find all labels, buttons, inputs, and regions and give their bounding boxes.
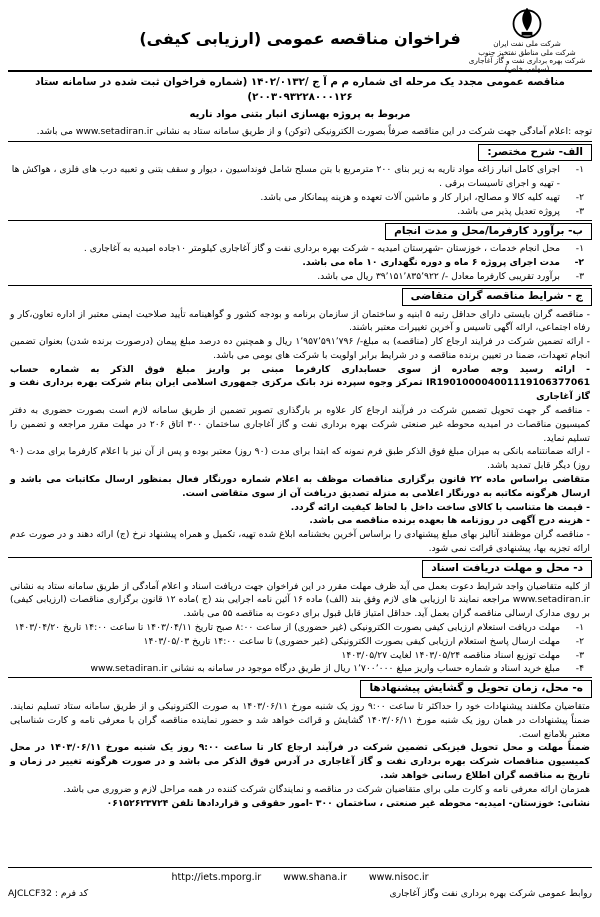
list-item [8, 205, 592, 219]
item-number: ۱- [575, 243, 584, 255]
item-number: ۳- [575, 649, 584, 661]
section-heading: الف- شرح مختصر: [478, 144, 592, 162]
submission-paragraph: متقاضیان مکلفند پیشنهادات خود را حداکثر تا ساعت ۹:۰۰ روز یک شنبه مورخ ۱۴۰۳/۰۶/۱۱ به صورت الکترونیکی و از طریق سامانه ستاد تسلیم نمایند. ضمناً پیشنهادات در همان روز یک شنبه مورخ ۱۴۰۳/۰۶/۱۱ گشایش و قرائت خواهد شد و حضور نماینده مناقصه گران با معرفی نامه و کارت شناسایی معتبر بلامانع است. [10, 700, 590, 740]
org-line: شرکت ملی مناطق نفتخیز جنوب [478, 47, 576, 57]
list-item [8, 242, 592, 256]
item-number: ۲- [574, 257, 584, 269]
org-line: شرکت ملی نفت ایران [493, 39, 561, 49]
org-line: شرکت بهره برداری نفت و گاز آغاجاری (سهامی خاص) [468, 56, 586, 74]
form-code [8, 887, 88, 901]
condition-paragraph: - ارائه ضمانتنامه بانکی به میزان مبلغ فوق الذکر طبق فرم نمونه که ابتدا برای مدت (۹۰ روز) معتبر بوده و پس از آن نیز با اعلام کارفرما برای مدت (۹۰ روز) دیگر قابل تمدید باشد. [10, 446, 590, 472]
condition-paragraph: - مناقصه گران بایستی دارای حداقل رتبه ۵ ابنیه و ساختمان از سازمان برنامه و بودجه کشور و گواهینامه تأیید صلاحیت ایمنی معتبر از اداره تعاون،کار و رفاه اجتماعی، ارائه آگهی تاسیس و آخرین تغییرات معتبر باشند. [10, 308, 590, 334]
condition-paragraph: متقاضی براساس ماده ۲۲ قانون برگزاری مناقصات موظف به اعلام شماره دورنگار فعال بمنظور ارسال مکاتبات می باشد و ارسال هرگونه مکاتبه به دورنگار اعلامی به منزله تصدیق دریافت آن از سوی متقاضی است. [10, 474, 590, 499]
item-text: مهلت ارسال پاسخ استعلام ارزیابی کیفی بصورت الکترونیکی (غیر حضوری) تا ساعت ۱۴:۰۰ تاریخ ۱۴۰۳/۰۵/۰۳ [143, 635, 560, 647]
footer-links [8, 871, 592, 885]
item-text: پروژه تعدیل پذیر می باشد. [457, 205, 560, 217]
section-alef [8, 141, 592, 219]
list-item [8, 635, 592, 649]
footer [8, 867, 592, 901]
submission-paragraph: ضمناً مهلت و محل تحویل فیزیکی تضمین شرکت در فرآیند ارجاع کار تا ساعت ۹:۰۰ روز یک شنبه مورخ ۱۴۰۳/۰۶/۱۱ در محل کمیسیون مناقصات شرکت بهره برداری نفت و گاز آغاجاری در آدرس فوق الذکر می باشد و در صورت هرگونه تغییر در زمان و تاریخ به مناقصه گران اطلاع رسانی خواهد شد. [10, 742, 590, 781]
item-number: ۳- [575, 270, 584, 282]
condition-paragraph: - هزینه درج آگهی در روزنامه ها بعهده برنده مناقصه می باشد. [309, 515, 590, 527]
list-item [8, 662, 592, 676]
condition-paragraph: - ارائه رسید وجه صادره از سوی حسابداری کارفرما مبنی بر واریز مبلغ فوق الذکر به شماره حساب IR190100004001119106377061 تمرکز وجوه سپرده نزد بانک مرکزی جمهوری اسلامی ایران بنام شرکت بهره برداری نفت و گاز آغاجاری [10, 363, 590, 403]
item-text: مهلت توزیع اسناد مناقصه ۱۴۰۳/۰۵/۲۴ لغایت ۱۴۰۳/۰۵/۲۷ [341, 649, 560, 661]
section-he [8, 677, 592, 810]
condition-paragraph: - قیمت ها متناسب با کالای ساخت داخل با لحاظ کیفیت ارائه گردد. [290, 501, 590, 513]
item-number: ۱- [575, 621, 584, 633]
item-text: برآورد تقریبی کارفرما معادل -/ ۳۹٬۱۵۱٬۸۳۵٬۹۲۲ ریال می باشد. [317, 270, 560, 282]
condition-paragraph: - مناقصه گر جهت تحویل تضمین شرکت در فرآیند ارجاع کار علاوه بر بارگذاری تصویر تضمین از طریق سامانه لازم است بصورت حضوری به دفتر کمیسیون مناقصات در امیدیه محوطه غیر صنعتی شرکت بهره برداری نفت و گاز آغاجاری ساختمان ۳۰۰ اتاق ۲۰۶ در مهلت مقرر مراجعه و تضمین را تسلیم نماید. [10, 405, 590, 444]
section-be [8, 220, 592, 284]
item-number: ۳- [575, 205, 584, 217]
tender-notice-page [8, 8, 592, 901]
list-item [8, 621, 592, 635]
address-paragraph: نشانی: خوزستان- امیدیه- محوطه غیر صنعتی ، ساختمان ۳۰۰ -امور حقوقی و قراردادها تلفن ۰۶۱۵۲۶۲۳۷۲۴ [106, 797, 590, 809]
header [8, 8, 592, 72]
condition-paragraph: - مناقصه گران موظفند آنالیز بهای مبلغ پیشنهادی را براساس آخرین بخشنامه ابلاغ شده تهیه، تکمیل و همراه پیشنهاد نرخ (ج) ارائه دهند و در صورت عدم ارائه تجزیه بها، پیشنهادی قرائت نمی شود. [10, 529, 590, 555]
condition-paragraph: - ارائه تضمین شرکت در فرایند ارجاع کار (مناقصه) به مبلغ-/ ۱٬۹۵۷٬۵۹۱٬۷۹۶ ریال و همچنین ده درصد مبلغ پیمان (درصورت برنده شدن) بعنوان تضمین انجام تعهدات، ضمنا در تعیین برنده مناقصه و در شرایط برابر اولویت با شرکت های بومی می باشد. [10, 336, 590, 361]
footer-link[interactable]: http://iets.mporg.ir [171, 871, 262, 883]
section-jim [8, 285, 592, 556]
footer-caption: روابط عمومی شرکت بهره برداری نفت وگاز آغاجاری [389, 888, 592, 900]
tender-title: مناقصه عمومی مجدد یک مرحله ای شماره م م آ ج /۱۴۰۲/۰۱۳۲ (شماره فراخوان ثبت شده در سامانه ستاد ۲۰۰۳۰۹۳۲۲۸۰۰۰۱۲۶) [35, 76, 565, 104]
item-text: اجرای کامل انبار زاغه مواد ناریه به زیر بنای ۲۰۰ مترمربع با بتن مسلح شامل فونداسیون ، دیوار و سقف بتنی و تعبیه درب های فلزی ، هواکش ها - تهیه و اجرای تاسیسات برقی . [11, 164, 560, 190]
list-item [8, 649, 592, 663]
organization-lines [462, 40, 592, 73]
section-heading: ه- محل، زمان تحویل و گشایش پیشنهادها [360, 680, 592, 698]
list-item [8, 191, 592, 205]
list-item [8, 256, 592, 270]
item-number: ۱- [575, 164, 584, 176]
footer-link[interactable]: www.nisoc.ir [368, 871, 429, 883]
item-text: مبلغ خرید اسناد و شماره حساب واریز مبلغ ۱٬۷۰۰٬۰۰۰ ریال از طریق درگاه موجود در سامانه به نشانی www.setadiran.ir [90, 663, 560, 675]
item-number: ۲- [575, 635, 584, 647]
item-number: ۲- [575, 192, 584, 204]
organization-block [462, 8, 592, 74]
section-heading: ب- برآورد کارفرما/محل و مدت انجام [385, 223, 592, 241]
item-text: تهیه کلیه کالا و مصالح، ابزار کار و ماشین آلات تعهده و هزینه پیمانکار می باشد. [260, 192, 560, 204]
list-item [8, 163, 592, 191]
footer-row [8, 887, 592, 901]
list-item [8, 270, 592, 284]
section-dal [8, 557, 592, 676]
item-text: مهلت دریافت استعلام ارزیابی کیفی بصورت الکترونیکی (غیر حضوری) از ساعت ۸:۰۰ صبح تاریخ ۱۴۰۳/۰۴/۱۱ تا ساعت ۱۴:۰۰ تاریخ ۱۴۰۳/۰۴/۲۰ [14, 621, 560, 633]
form-code-label: کد فرم : [54, 888, 89, 900]
item-text: محل انجام خدمات ، خوزستان -شهرستان امیدیه - شرکت بهره برداری نفت و گاز آغاجاری کیلومتر ۱۰جاده امیدیه به آغاجاری . [83, 243, 560, 255]
footer-link[interactable]: www.shana.ir [283, 871, 347, 883]
section-heading: د- محل و مهلت دریافت اسناد [422, 560, 592, 578]
submission-paragraph: همزمان ارائه معرفی نامه و کارت ملی برای متقاضیان شرکت در مناقصه و نمایندگان شرکت کننده در همه مراحل لازم و ضروری می باشد. [63, 783, 590, 795]
tender-subtitle: مربوط به پروژه بهسازی انبار بتنی مواد ناریه [189, 108, 411, 120]
item-number: ۴- [575, 663, 584, 675]
documents-paragraph: از کلیه متقاضیان واجد شرایط دعوت بعمل می آید ظرف مهلت مقرر در این فراخوان جهت دریافت اسناد و اعلام آمادگی از طریق سامانه ستاد به نشانی www.setadiran.ir مراجعه نمایند تا ارزیابی های لازم وفق بند (الف) ماده ۱۶ آئین نامه اجرایی بند (ج )ماده ۱۲ قانون برگزاری مناقصات (ارزیابی کیفی) بر روی مدارک ارسالی مناقصه گران بعمل آید. حداقل امتیاز قابل قبول برای دعوت به مناقصه ۵۵ می باشد. [10, 580, 590, 620]
form-code-value: AJCLCF32 [8, 888, 52, 900]
document-title: فراخوان مناقصه عمومی (ارزیابی کیفی) [139, 29, 461, 48]
item-text: مدت اجرای پروژه ۶ ماه و دوره نگهداری ۱۰ ماه می باشد. [302, 257, 560, 269]
nioc-logo-icon [509, 8, 545, 40]
notice-note: توجه :اعلام آمادگی جهت شرکت در این مناقصه صرفاً بصورت الکترونیکی (توکن) و از طریق سامانه ستاد به نشانی www.setadiran.ir می باشد. [36, 125, 592, 137]
section-heading: ج - شرایط مناقصه گران متقاضی [402, 288, 592, 306]
